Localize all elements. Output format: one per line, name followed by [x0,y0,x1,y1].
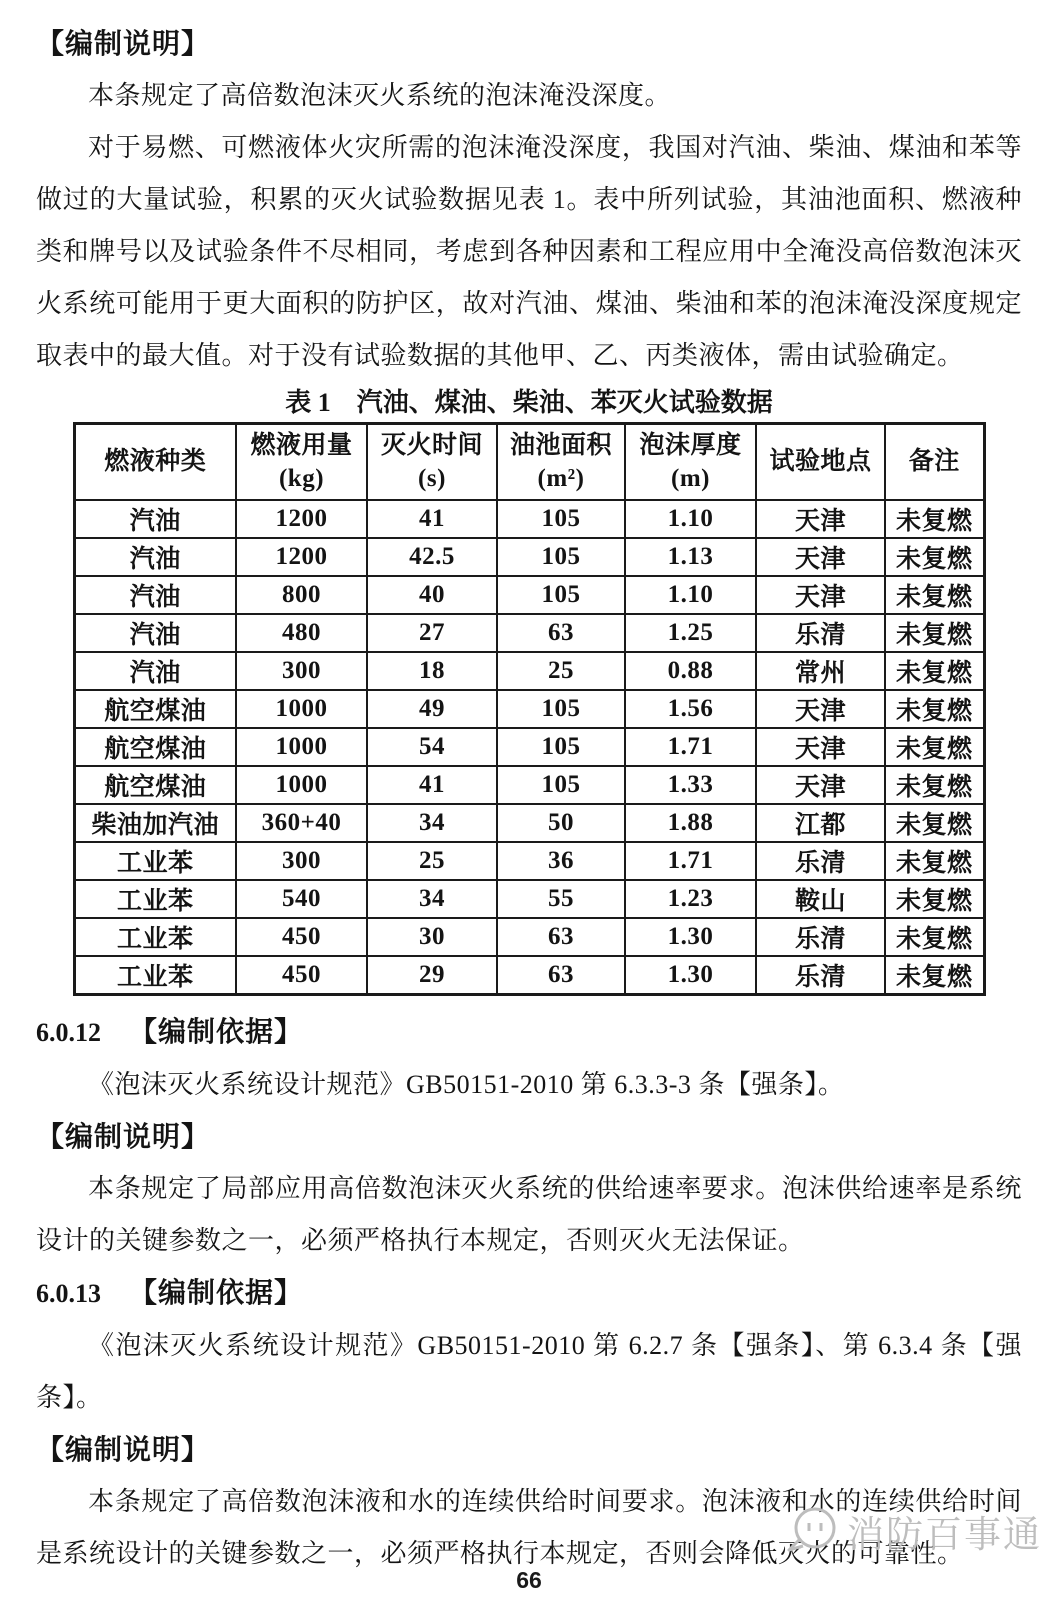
table-cell: 汽油 [74,576,236,614]
table-cell: 18 [367,652,497,690]
page-number: 66 [516,1567,542,1593]
table-cell: 未复燃 [885,728,984,766]
table-row [74,842,984,880]
table-cell: 1.10 [625,576,756,614]
basis-heading: 【编制依据】 [129,1276,304,1308]
table-cell: 天津 [756,538,885,576]
table-cell: 1.71 [625,728,756,766]
table-cell: 40 [367,576,497,614]
table-cell: 未复燃 [885,652,984,690]
table-cell: 63 [497,614,625,652]
basis-heading: 【编制依据】 [129,1015,304,1047]
table-cell: 49 [367,690,497,728]
table-cell: 柴油加汽油 [74,804,236,842]
table-row [74,652,984,690]
note-text: 本条规定了高倍数泡沫液和水的连续供给时间要求。泡沫液和水的连续供给时间是系统设计的关键参数之一，必须严格执行本规定，否则会降低灭火的可靠性。 [36,1486,1022,1568]
table-cell: 105 [497,766,625,804]
table-cell: 未复燃 [885,804,984,842]
table-cell: 天津 [756,728,885,766]
table-cell: 105 [497,728,625,766]
column-header-pool-area: 油池面积 (m²) [497,424,625,500]
table-cell: 800 [236,576,367,614]
table-cell: 1.23 [625,880,756,918]
table-cell: 480 [236,614,367,652]
column-header-foam-thickness: 泡沫厚度 (m) [625,424,756,500]
table-cell: 450 [236,918,367,956]
table-cell: 30 [367,918,497,956]
table-cell: 工业苯 [74,880,236,918]
table-cell: 63 [497,956,625,995]
table-cell: 汽油 [74,500,236,538]
table-cell: 汽油 [74,614,236,652]
table-header-row [74,424,984,500]
table-row [74,880,984,918]
table-cell: 未复燃 [885,880,984,918]
table-cell: 未复燃 [885,576,984,614]
table-cell: 天津 [756,500,885,538]
table-cell: 540 [236,880,367,918]
section-heading-line [36,1006,1022,1059]
table-title-prefix: 表 1 [285,388,331,417]
column-header-fuel-type: 燃液种类 [74,424,236,500]
table-cell: 1.33 [625,766,756,804]
table-cell: 工业苯 [74,918,236,956]
table-cell: 450 [236,956,367,995]
table-cell: 25 [367,842,497,880]
note-text: 本条规定了局部应用高倍数泡沫灭火系统的供给速率要求。泡沫供给速率是系统设计的关键参数之一，必须严格执行本规定，否则灭火无法保证。 [36,1173,1022,1255]
section-number: 6.0.12 [36,1017,101,1047]
intro-paragraph-2: 对于易燃、可燃液体火灾所需的泡沫淹没深度，我国对汽油、柴油、煤油和苯等做过的大量试验，积累的灭火试验数据见表 1。表中所列试验，其油池面积、燃液种类和牌号以及试验条件不尽相同，考虑到各种因素和工程应用中全淹没高倍数泡沫灭火系统可能用于更大面积的防护区，故对汽油、煤油、柴油和苯的泡沫淹没深度规定取表中的最大值。对于没有试验数据的其他甲、乙、丙类液体，需由试验确定。 [36,133,1022,370]
table-cell: 1.88 [625,804,756,842]
note-heading: 【编制说明】 [36,1120,211,1152]
table-cell: 105 [497,576,625,614]
intro-heading: 【编制说明】 [36,28,211,59]
table-cell: 1000 [236,728,367,766]
table-cell: 41 [367,766,497,804]
table-cell: 航空煤油 [74,728,236,766]
table-cell: 105 [497,538,625,576]
table-cell: 汽油 [74,538,236,576]
chat-bubble-logo-icon [781,1502,843,1560]
table-cell: 乐清 [756,918,885,956]
table-row [74,804,984,842]
table-cell: 1000 [236,690,367,728]
table-cell: 29 [367,956,497,995]
table-cell: 未复燃 [885,690,984,728]
table-cell: 航空煤油 [74,766,236,804]
note-heading: 【编制说明】 [36,1433,211,1465]
table-cell: 鞍山 [756,880,885,918]
table-cell: 55 [497,880,625,918]
table-row [74,690,984,728]
table-cell: 0.88 [625,652,756,690]
table-cell: 天津 [756,576,885,614]
column-header-extinguish-time: 灭火时间 (s) [367,424,497,500]
table-cell: 50 [497,804,625,842]
table-cell: 工业苯 [74,956,236,995]
table-cell: 360+40 [236,804,367,842]
table-row [74,500,984,538]
table-cell: 63 [497,918,625,956]
table-row [74,766,984,804]
table-cell: 105 [497,500,625,538]
table-cell: 1.56 [625,690,756,728]
table-cell: 天津 [756,766,885,804]
table-cell: 25 [497,652,625,690]
basis-text: 《泡沫灭火系统设计规范》GB50151-2010 第 6.2.7 条【强条】、第 6.3.4 条【强条】。 [36,1330,1022,1412]
table-cell: 41 [367,500,497,538]
table-cell: 34 [367,880,497,918]
table-cell: 105 [497,690,625,728]
table-cell: 未复燃 [885,614,984,652]
section-number: 6.0.13 [36,1278,101,1308]
table-row [74,728,984,766]
table-cell: 1.30 [625,956,756,995]
table-title-text: 汽油、煤油、柴油、苯灭火试验数据 [356,388,773,417]
table-cell: 36 [497,842,625,880]
table-cell: 汽油 [74,652,236,690]
table-cell: 1.10 [625,500,756,538]
table-row [74,918,984,956]
table-cell: 1.30 [625,918,756,956]
column-header-test-location: 试验地点 [756,424,885,500]
table-cell: 未复燃 [885,538,984,576]
intro-paragraph-1: 本条规定了高倍数泡沫灭火系统的泡沫淹没深度。 [88,81,672,110]
table-cell: 天津 [756,690,885,728]
table-cell: 1200 [236,538,367,576]
table-row [74,538,984,576]
table-cell: 未复燃 [885,500,984,538]
table-cell: 42.5 [367,538,497,576]
section-heading-line [36,1267,1022,1320]
column-header-remarks: 备注 [885,424,984,500]
table-row [74,614,984,652]
table-cell: 常州 [756,652,885,690]
table-cell: 航空煤油 [74,690,236,728]
table-cell: 未复燃 [885,956,984,995]
table-cell: 1.25 [625,614,756,652]
table-cell: 乐清 [756,614,885,652]
table-body [74,500,984,995]
table-cell: 乐清 [756,842,885,880]
table-cell: 1000 [236,766,367,804]
table-cell: 27 [367,614,497,652]
table-cell: 300 [236,842,367,880]
table-cell: 34 [367,804,497,842]
table-cell: 未复燃 [885,918,984,956]
table-cell: 1.71 [625,842,756,880]
fire-test-data-table [73,422,986,996]
table-cell: 1200 [236,500,367,538]
basis-text: 《泡沫灭火系统设计规范》GB50151-2010 第 6.3.3-3 条【强条】。 [88,1069,845,1099]
table-cell: 300 [236,652,367,690]
column-header-fuel-amount: 燃液用量 (kg) [236,424,367,500]
table-title [36,384,1022,422]
table-cell: 未复燃 [885,842,984,880]
table-row [74,576,984,614]
table-row [74,956,984,995]
table-cell: 江都 [756,804,885,842]
watermark-text: 消防百事通 [847,1514,1042,1555]
table-cell: 工业苯 [74,842,236,880]
table-cell: 未复燃 [885,766,984,804]
table-cell: 54 [367,728,497,766]
watermark [781,1502,1042,1560]
table-cell: 乐清 [756,956,885,995]
section-6-0-12 [36,1006,1022,1267]
table-cell: 1.13 [625,538,756,576]
